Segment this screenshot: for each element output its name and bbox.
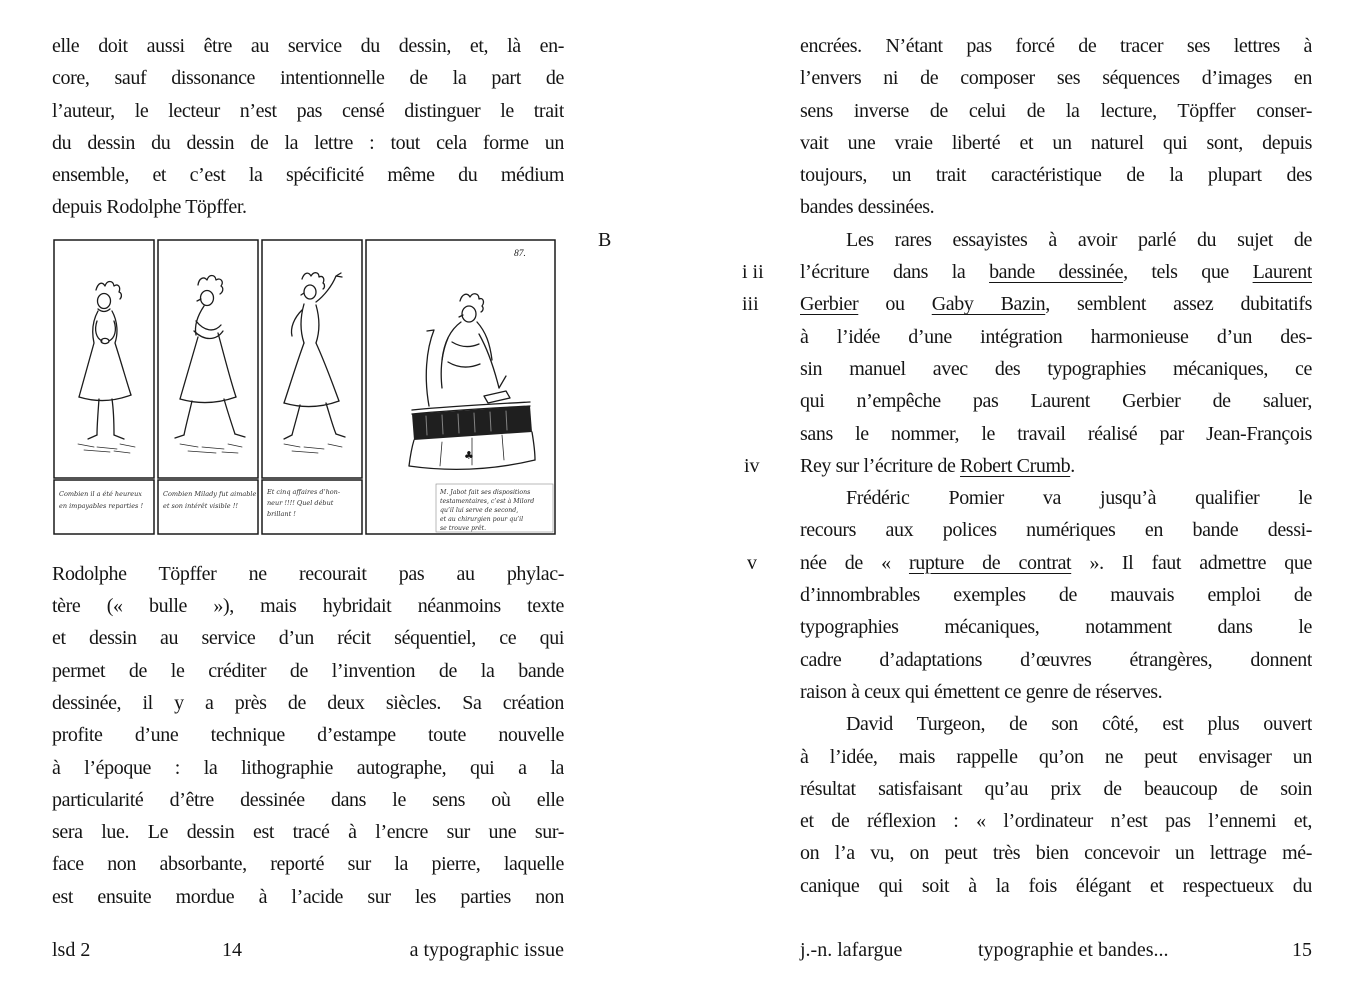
text-line: sans le nommer, le travail réalisé par Jean-François xyxy=(800,422,1312,445)
panel-caption-line: se trouve prêt. xyxy=(440,524,487,532)
text-line: d’innombrables exemples de mauvais emploi de xyxy=(800,584,1312,607)
paragraph xyxy=(52,30,564,224)
text-line: Les rares essayistes à avoir parlé du sujet de xyxy=(846,228,1312,251)
panel-caption-line: qu’il lui serve de second, xyxy=(440,506,519,514)
text-line: sera lue. Le dessin est tracé à l’encre sur une sur- xyxy=(52,821,564,844)
reference-link[interactable]: Robert Crumb xyxy=(960,454,1071,477)
margin-note-iii: iii xyxy=(742,293,759,315)
footer-author: j.-n. lafargue xyxy=(800,939,903,961)
text-line: David Turgeon, de son côté, est plus ouvert xyxy=(846,713,1312,736)
paragraph xyxy=(800,224,1312,482)
ground-shadow xyxy=(284,444,342,453)
text-line: dessinée, il y a près de deux siècles. Sa création xyxy=(52,691,564,714)
panel-caption-line: neur !!!! Quel début xyxy=(267,498,334,507)
text-line: sens inverse de celui de la lecture, Töpffer conser- xyxy=(800,99,1312,122)
reference-link[interactable]: rupture de contrat xyxy=(908,551,1072,574)
panel-caption-line: brillant ! xyxy=(267,509,296,518)
panel-caption-line: Combien il a été heureux xyxy=(59,489,142,498)
text-line: core, sauf dissonance intentionnelle de la part de xyxy=(52,67,564,90)
text-line: l’écriture dans la bande dessinée, tels que Laurent xyxy=(800,261,1312,284)
panel-caption-line: et son intérêt visible !! xyxy=(163,501,238,510)
panel-caption-line: M. Jabot fait ses dispositions xyxy=(440,488,531,496)
text-line: cadre d’adaptations d’œuvres étrangères, donnent xyxy=(800,648,1312,671)
text-line: ensemble, et c’est la spécificité même du médium xyxy=(52,164,564,187)
text-line: l’auteur, le lecteur n’est pas censé distinguer le trait xyxy=(52,99,564,122)
text-line: l’envers ni de composer ses séquences d’images en xyxy=(800,67,1312,90)
text-line: à l’idée d’une intégration harmonieuse d’un des- xyxy=(800,325,1312,348)
reference-link[interactable]: Gerbier xyxy=(800,293,859,316)
club-suit-symbol: ♣ xyxy=(464,448,474,462)
left-page xyxy=(52,30,564,913)
ground-shadow xyxy=(78,444,135,453)
text-line: tère (« bulle »), mais hybridait néanmoins texte xyxy=(52,595,564,618)
paragraph xyxy=(800,30,1312,224)
text-line: qui n’empêche pas Laurent Gerbier de saluer, xyxy=(800,390,1312,413)
text-line: Rey sur l’écriture de Robert Crumb. xyxy=(800,454,1075,477)
text-line: est ensuite mordue à l’acide sur les parties non xyxy=(52,885,564,908)
ground-shadow xyxy=(180,444,242,453)
comic-panel-3 xyxy=(262,240,362,534)
table-drape-band xyxy=(412,406,532,440)
text-line: Rodolphe Töpffer ne recourait pas au phylac- xyxy=(52,562,564,585)
text-line: permet de le créditer de l’invention de la bande xyxy=(52,659,564,682)
margin-mark-b: B xyxy=(598,229,612,251)
panel-caption-line: en impayables reparties ! xyxy=(59,501,144,510)
reference-link[interactable]: Gaby Bazin xyxy=(931,293,1046,316)
panel-caption-line: Combien Milady fut aimable xyxy=(163,489,257,498)
text-line: résultat satisfaisant qu’au prix de beaucoup de soin xyxy=(800,777,1312,800)
panel-caption-line: et au chirurgien pour qu’il xyxy=(440,515,524,523)
text-line: et dessin au service d’un récit séquentiel, ce qui xyxy=(52,627,564,650)
text-line: raison à ceux qui émettent ce genre de réserves. xyxy=(800,680,1163,703)
toepffer-comic-image xyxy=(52,238,557,538)
paragraph xyxy=(52,558,564,913)
text-line: depuis Rodolphe Töpffer. xyxy=(52,196,247,219)
margin-note-v: v xyxy=(747,552,757,574)
panel-caption-line: testamentaires, c’est à Milord xyxy=(440,497,535,505)
left-footer xyxy=(52,934,564,967)
footer-page-number: 15 xyxy=(1292,939,1312,961)
text-line: à l’époque : la lithographie autographe, qui a la xyxy=(52,756,564,779)
text-line: canique qui soit à la fois élégant et respectueux du xyxy=(800,874,1312,897)
text-line: à l’idée, mais rappelle qu’on ne peut envisager un xyxy=(800,745,1312,768)
right-page xyxy=(800,30,1312,902)
text-line: profite d’une technique d’estampe toute nouvelle xyxy=(52,724,564,747)
reference-link[interactable]: bande dessinée xyxy=(989,261,1124,284)
footer-issue-title: a typographic issue xyxy=(409,939,564,961)
reference-link[interactable]: Laurent xyxy=(1252,261,1312,284)
text-line: typographies mécaniques, notamment dans le xyxy=(800,616,1312,639)
text-line: Frédéric Pomier va jusqu’à qualifier le xyxy=(846,487,1312,510)
text-line: on l’a vu, on peut très bien concevoir un lettrage mé- xyxy=(800,842,1312,865)
margin-note-i-ii: i ii xyxy=(742,261,764,283)
text-line: vait une vraie liberté et un naturel qui sont, depuis xyxy=(800,131,1312,154)
text-line: particularité d’être dessinée dans le sens où elle xyxy=(52,788,564,811)
text-line: sin manuel avec des typographies mécaniques, ce xyxy=(800,357,1312,380)
text-line: elle doit aussi être au service du dessin, et, là en- xyxy=(52,35,564,57)
paragraph xyxy=(800,482,1312,708)
comic-panel-1 xyxy=(54,240,154,534)
text-line: toujours, un trait caractéristique de la plupart des xyxy=(800,164,1312,187)
text-line: bandes dessinées. xyxy=(800,196,935,219)
text-line: du dessin du dessin de la lettre : tout cela forme un xyxy=(52,131,564,154)
text-line: et de réflexion : « l’ordinateur n’est pas l’ennemi et, xyxy=(800,810,1312,833)
right-footer xyxy=(800,934,1312,967)
plate-number: 87. xyxy=(514,248,526,259)
text-line: face non absorbante, reporté sur la pierre, laquelle xyxy=(52,853,564,876)
text-line: Gerbier ou Gaby Bazin, semblent assez dubitatifs xyxy=(800,293,1312,316)
paragraph xyxy=(800,708,1312,902)
comic-panel-4 xyxy=(366,240,555,534)
panel-caption-line: Et cinq affaires d’hon- xyxy=(267,487,341,496)
text-line: née de « rupture de contrat ». Il faut admettre que xyxy=(800,551,1312,574)
comic-panel-2 xyxy=(158,240,258,534)
footer-journal: lsd 2 xyxy=(52,939,91,961)
margin-note-iv: iv xyxy=(744,455,760,477)
text-line: recours aux polices numériques en bande dessi- xyxy=(800,519,1312,542)
text-line: encrées. N’étant pas forcé de tracer ses lettres à xyxy=(800,35,1312,57)
footer-article-title: typographie et bandes... xyxy=(978,939,1169,961)
footer-page-number: 14 xyxy=(222,939,242,961)
toepffer-comic-figure xyxy=(52,238,564,538)
